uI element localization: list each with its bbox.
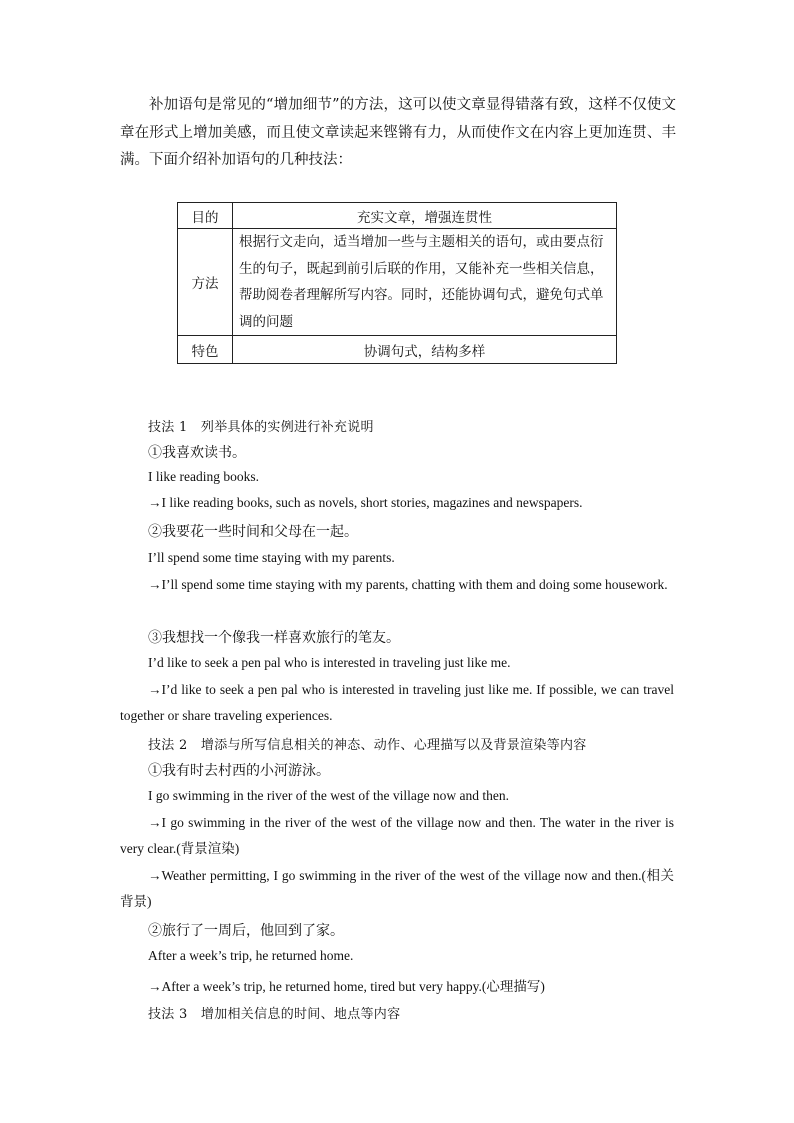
t1-example-3-en: I’d like to seek a pen pal who is interested in traveling just like me. <box>148 655 511 670</box>
t2-example-1-en: I go swimming in the river of the west of the village now and then. <box>148 788 510 803</box>
intro-paragraph: 补加语句是常见的“增加细节”的方法，这可以使文章显得错落有致，这样不仅使文章在形式上增加美感，而且使文章读起来铿锵有力，从而使作文在内容上更加连贯、丰满。下面介绍补加语句的几种技法： <box>120 97 676 168</box>
feature-label: 特色 <box>178 336 233 364</box>
technique-3-heading: 技法 3 增加相关信息的时间、地点等内容 <box>148 1007 401 1022</box>
method-value: 根据行文走向，适当增加一些与主题相关的语句，或由要点衍生的句子，既起到前引后联的作用，又能补充一些相关信息，帮助阅卷者理解所写内容。同时，还能协调句式，避免句式单调的问题 <box>233 229 617 336</box>
t1-example-3-cn: ③我想找一个像我一样喜欢旅行的笔友。 <box>148 630 400 646</box>
technique-1-heading: 技法 1 列举具体的实例进行补充说明 <box>148 420 374 435</box>
table-row-purpose <box>178 203 617 229</box>
t1-example-3-extended: →I’d like to seek a pen pal who is interested in traveling just like me. If possible, we can travel together or share traveling experiences. <box>120 682 674 723</box>
purpose-label: 目的 <box>178 203 233 229</box>
t1-example-2-en: I’ll spend some time staying with my parents. <box>148 550 395 565</box>
t2-example-2-en: After a week’s trip, he returned home. <box>148 948 354 963</box>
t1-example-1-extended: →I like reading books, such as novels, short stories, magazines and newspapers. <box>148 495 583 510</box>
t2-example-1-extended-b: →Weather permitting, I go swimming in the river of the west of the village now and then.(相关背景) <box>120 868 674 909</box>
t1-example-2-cn: ②我要花一些时间和父母在一起。 <box>148 524 358 540</box>
purpose-value: 充实文章，增强连贯性 <box>233 203 617 229</box>
t2-example-2-cn: ②旅行了一周后，他回到了家。 <box>148 923 344 939</box>
t2-example-1-extended-a: →I go swimming in the river of the west of the village now and then. The water in the river is very clear.(背景渲染) <box>120 815 674 856</box>
table-row-feature <box>178 336 617 364</box>
technique-table <box>177 202 617 364</box>
table-row-method <box>178 229 617 336</box>
t1-example-2-extended: →I’ll spend some time staying with my parents, chatting with them and doing some housework. <box>148 577 668 592</box>
t1-example-1-cn: ①我喜欢读书。 <box>148 445 246 461</box>
method-label: 方法 <box>178 229 233 336</box>
feature-value: 协调句式，结构多样 <box>233 336 617 364</box>
t2-example-1-cn: ①我有时去村西的小河游泳。 <box>148 763 330 779</box>
technique-2-heading: 技法 2 增添与所写信息相关的神态、动作、心理描写以及背景渲染等内容 <box>148 738 587 753</box>
t1-example-1-en: I like reading books. <box>148 469 259 484</box>
t2-example-2-extended: →After a week’s trip, he returned home, tired but very happy.(心理描写) <box>148 979 545 994</box>
